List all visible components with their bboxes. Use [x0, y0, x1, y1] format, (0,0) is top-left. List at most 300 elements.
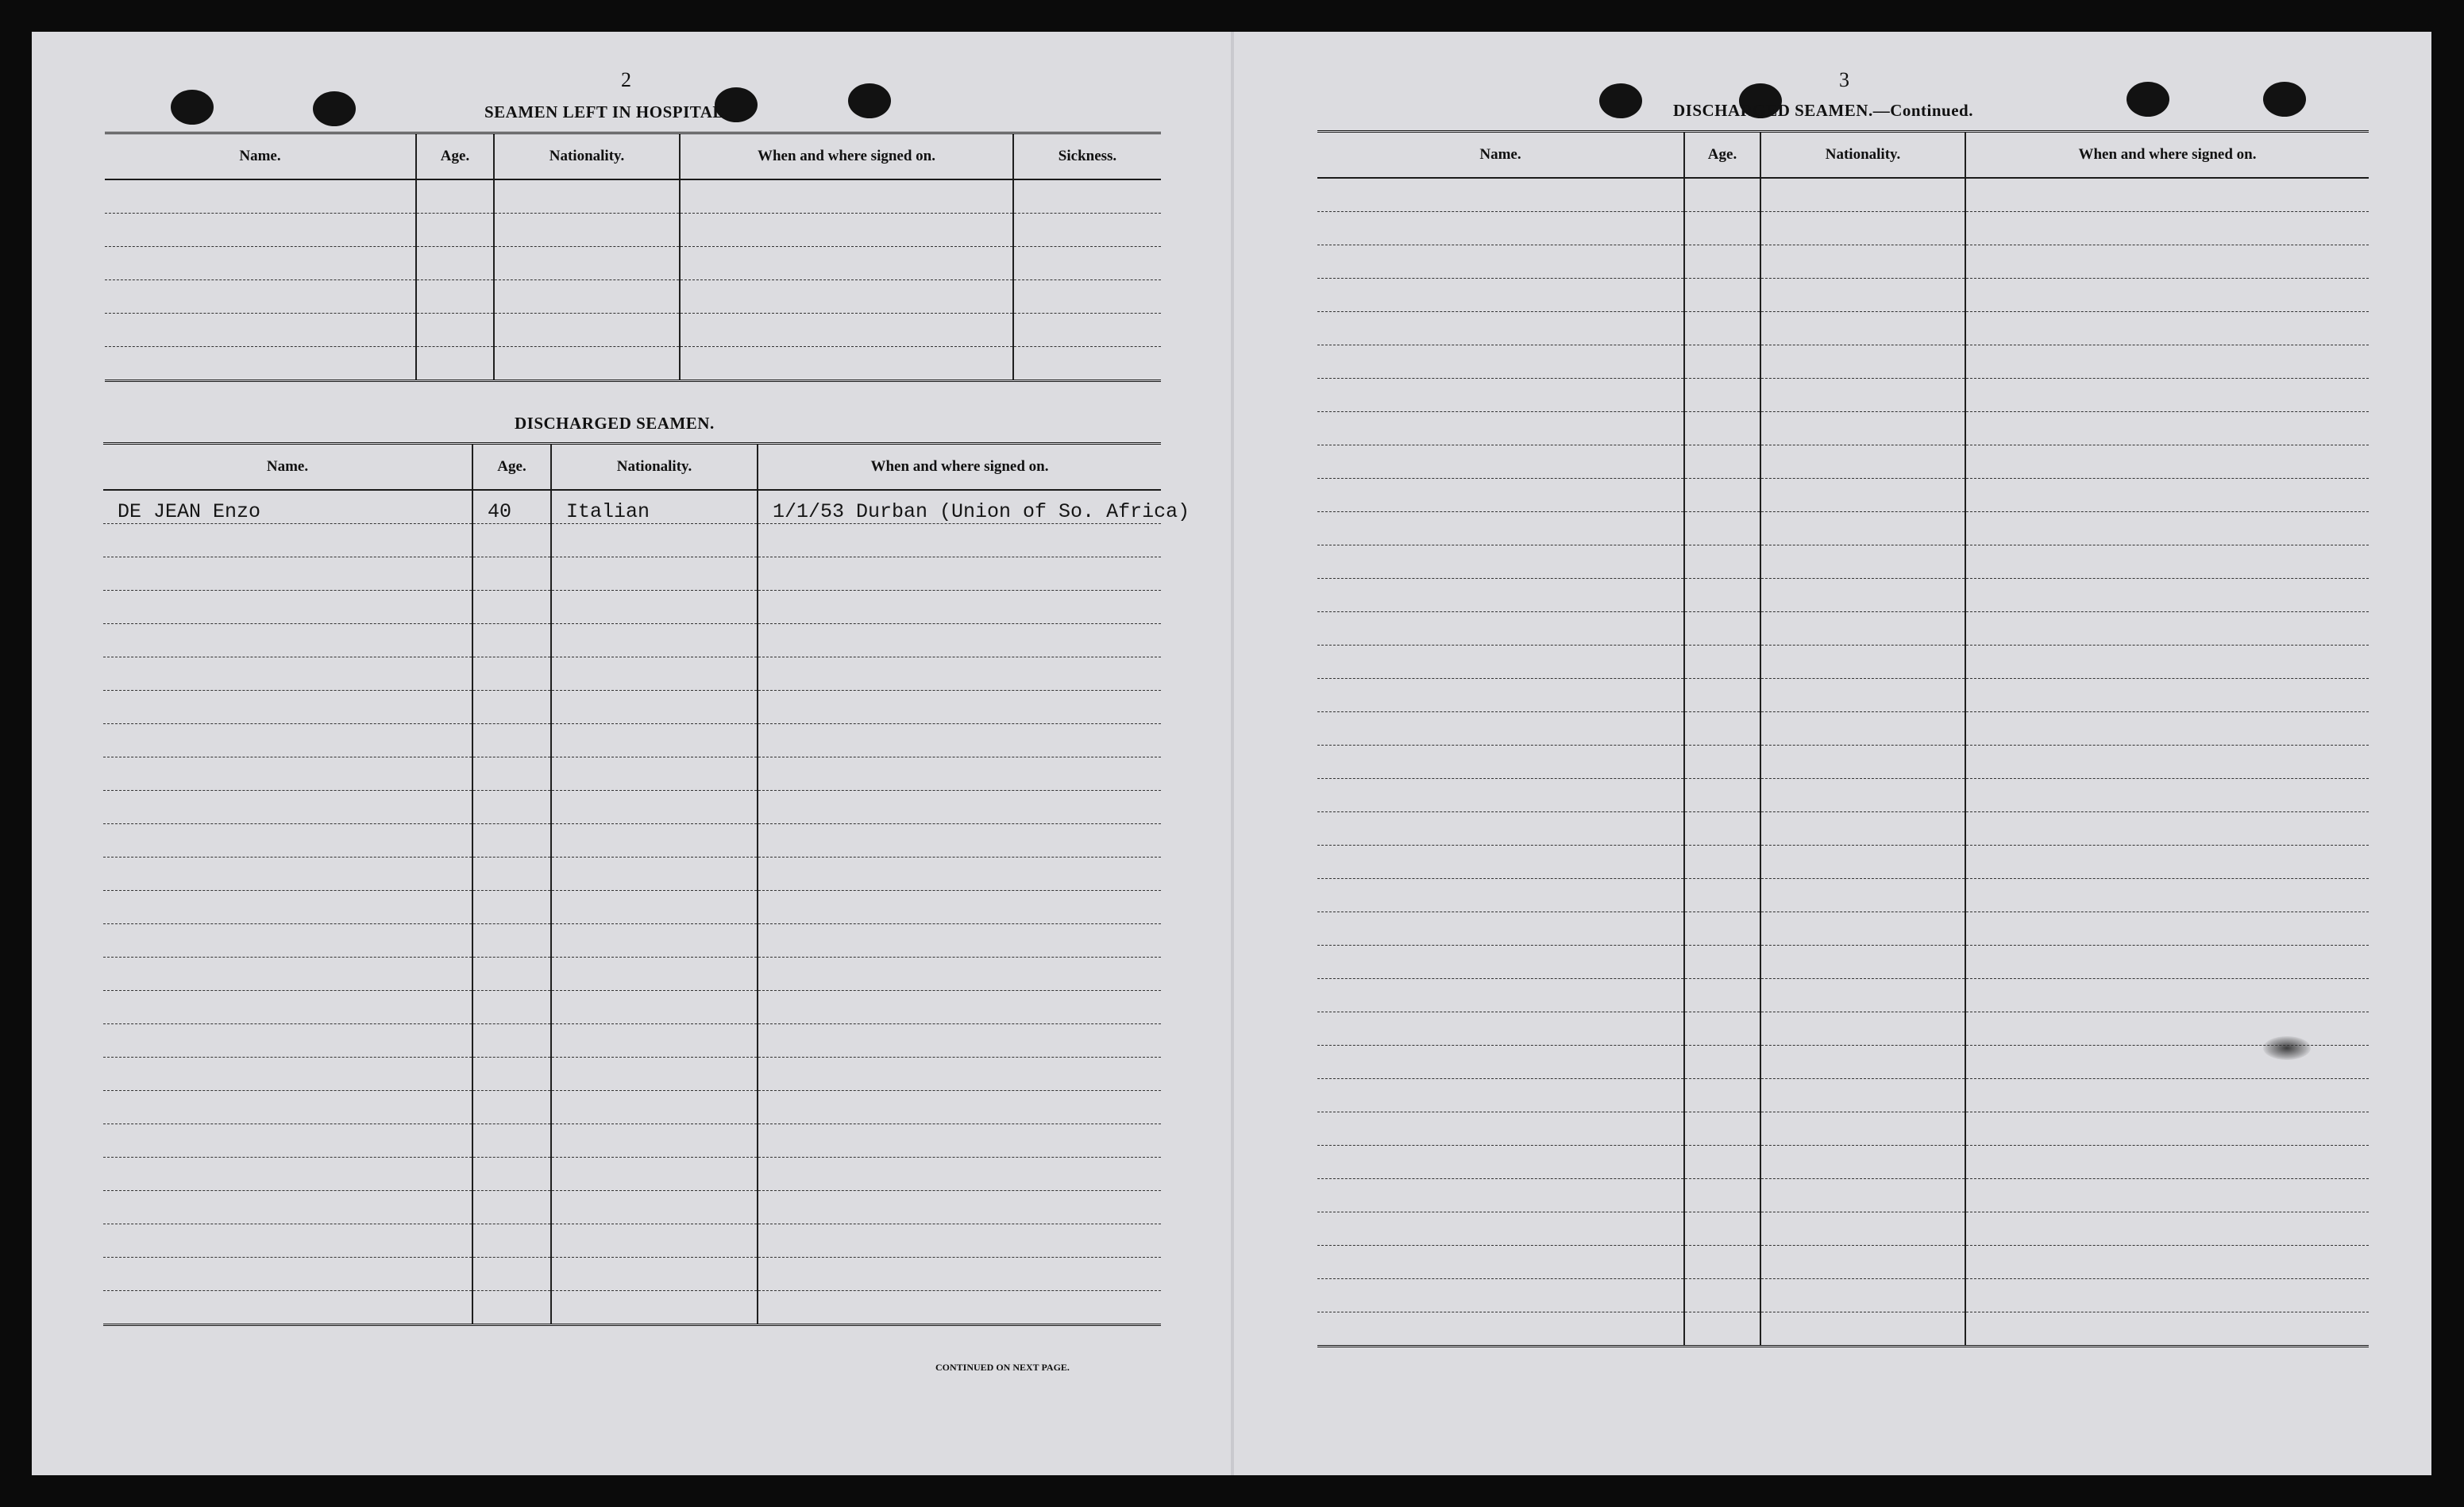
table-cell [1760, 1046, 1965, 1079]
table-cell [680, 179, 1013, 214]
table-cell [1965, 679, 2369, 712]
table-cell [472, 891, 551, 924]
table-cell: 40 [472, 490, 551, 524]
table-cell [551, 1158, 758, 1191]
table-row [1317, 412, 2369, 445]
table-row [1317, 812, 2369, 846]
table-cell: Italian [551, 490, 758, 524]
table-cell [103, 557, 472, 591]
table-row [1317, 512, 2369, 545]
table-cell [1317, 1246, 1684, 1279]
table-cell [1684, 1246, 1760, 1279]
table-cell [551, 524, 758, 557]
column-header: Age. [416, 133, 494, 180]
table-cell [103, 524, 472, 557]
table-cell [472, 1158, 551, 1191]
table-cell [1965, 245, 2369, 279]
table-cell [494, 179, 680, 214]
table-cell [1317, 245, 1684, 279]
hospital-table [105, 132, 1161, 382]
table-cell [1684, 545, 1760, 579]
table-cell [1760, 846, 1965, 879]
table-cell [1760, 779, 1965, 812]
table-cell [1317, 812, 1684, 846]
table-cell [1317, 846, 1684, 879]
table-cell [551, 691, 758, 724]
table-row [105, 214, 1161, 247]
table-cell [551, 1058, 758, 1091]
table-cell [1317, 1312, 1684, 1347]
table-row [1317, 212, 2369, 245]
column-header: Name. [105, 133, 416, 180]
table-cell [416, 314, 494, 347]
table-row [103, 657, 1161, 691]
table-row [105, 347, 1161, 381]
table-cell [1684, 279, 1760, 312]
table-cell [1965, 412, 2369, 445]
table-cell [1684, 1179, 1760, 1212]
column-header: When and where signed on. [1965, 132, 2369, 179]
table-cell [551, 724, 758, 757]
table-cell [551, 791, 758, 824]
table-row [1317, 479, 2369, 512]
table-row [1317, 1212, 2369, 1246]
table-cell [1013, 314, 1161, 347]
table-cell [1760, 512, 1965, 545]
table-cell [1965, 1179, 2369, 1212]
table-cell [103, 757, 472, 791]
table-cell [1760, 279, 1965, 312]
table-cell [472, 991, 551, 1024]
table-cell [551, 591, 758, 624]
table-cell [105, 179, 416, 214]
table-cell [1965, 979, 2369, 1012]
table-row [1317, 712, 2369, 746]
table-cell [758, 591, 1161, 624]
table-cell [1317, 779, 1684, 812]
table-row [1317, 1312, 2369, 1347]
table-cell [1760, 412, 1965, 445]
table-cell [1760, 1012, 1965, 1046]
table-cell [472, 691, 551, 724]
table-cell [551, 624, 758, 657]
table-cell [551, 958, 758, 991]
table-cell [1760, 812, 1965, 846]
table-cell [1760, 1246, 1965, 1279]
table-cell [103, 1091, 472, 1124]
table-cell [103, 591, 472, 624]
column-header: Name. [1317, 132, 1684, 179]
table-cell [494, 247, 680, 280]
table-cell [1760, 379, 1965, 412]
table-cell [1317, 412, 1684, 445]
table-row [103, 591, 1161, 624]
table-cell [494, 214, 680, 247]
discharged-section-title: DISCHARGED SEAMEN. [515, 414, 715, 433]
table-cell: 1/1/53 Durban (Union of So. Africa) [758, 490, 1161, 524]
table-cell [1317, 646, 1684, 679]
table-cell [1965, 712, 2369, 746]
table-cell [472, 1258, 551, 1291]
table-cell [680, 347, 1013, 381]
table-cell [1965, 178, 2369, 212]
table-cell [1760, 1279, 1965, 1312]
table-cell [472, 1091, 551, 1124]
table-cell [758, 657, 1161, 691]
table-cell [680, 280, 1013, 314]
table-cell [416, 247, 494, 280]
column-header: When and where signed on. [758, 444, 1161, 491]
table-cell [1760, 1079, 1965, 1112]
table-cell [1965, 612, 2369, 646]
table-cell [1760, 612, 1965, 646]
table-cell [551, 757, 758, 791]
table-cell [1760, 579, 1965, 612]
column-header: Nationality. [1760, 132, 1965, 179]
table-cell [1965, 1046, 2369, 1079]
table-cell [472, 924, 551, 958]
table-cell [1684, 679, 1760, 712]
table-cell [1317, 545, 1684, 579]
table-row [103, 724, 1161, 757]
table-cell [758, 824, 1161, 858]
table-cell [103, 624, 472, 657]
column-header: Sickness. [1013, 133, 1161, 180]
table-cell [1684, 779, 1760, 812]
table-cell [105, 214, 416, 247]
table-cell [103, 1058, 472, 1091]
column-header: Age. [472, 444, 551, 491]
table-cell [472, 1291, 551, 1325]
table-row [1317, 1046, 2369, 1079]
table-cell [758, 1258, 1161, 1291]
table-cell [494, 314, 680, 347]
table-cell [1684, 345, 1760, 379]
table-cell [105, 247, 416, 280]
table-cell [680, 214, 1013, 247]
table-cell [1317, 946, 1684, 979]
table-cell [551, 1258, 758, 1291]
table-cell [1760, 979, 1965, 1012]
table-row [1317, 312, 2369, 345]
table-row [1317, 979, 2369, 1012]
table-cell [758, 624, 1161, 657]
table-cell [1965, 1279, 2369, 1312]
table-cell [1013, 347, 1161, 381]
table-cell [105, 314, 416, 347]
table-cell [1317, 312, 1684, 345]
table-cell [103, 958, 472, 991]
table-cell [551, 891, 758, 924]
table-cell [1684, 212, 1760, 245]
table-cell [1760, 1112, 1965, 1146]
table-cell [1317, 679, 1684, 712]
table-cell [1317, 1046, 1684, 1079]
right-page [1234, 32, 2431, 1475]
table-cell [758, 858, 1161, 891]
table-cell [472, 1058, 551, 1091]
table-cell [472, 757, 551, 791]
table-cell [103, 1158, 472, 1191]
table-cell [1760, 946, 1965, 979]
table-cell [472, 1024, 551, 1058]
table-row [103, 1124, 1161, 1158]
table-cell [1965, 1312, 2369, 1347]
table-row [1317, 946, 2369, 979]
table-row [103, 1258, 1161, 1291]
table-cell [758, 1124, 1161, 1158]
table-cell [472, 1191, 551, 1224]
table-cell [551, 924, 758, 958]
table-row [1317, 178, 2369, 212]
table-cell [103, 691, 472, 724]
table-cell [1965, 646, 2369, 679]
table-row [103, 1024, 1161, 1058]
table-cell [1317, 178, 1684, 212]
table-cell [103, 1224, 472, 1258]
table-cell [103, 657, 472, 691]
table-row [1317, 279, 2369, 312]
table-row [105, 314, 1161, 347]
table-cell [1684, 445, 1760, 479]
left-page [32, 32, 1231, 1475]
table-cell [758, 991, 1161, 1024]
column-header: Nationality. [551, 444, 758, 491]
table-row [103, 991, 1161, 1024]
table-cell [1684, 1279, 1760, 1312]
table-cell [103, 724, 472, 757]
table-cell [1760, 879, 1965, 912]
table-cell [1965, 879, 2369, 912]
table-cell [1317, 612, 1684, 646]
table-cell [472, 858, 551, 891]
table-row [103, 490, 1161, 524]
table-cell [472, 724, 551, 757]
page-number: 2 [621, 68, 631, 91]
table-cell [1684, 746, 1760, 779]
table-cell [1965, 1146, 2369, 1179]
table-row [103, 691, 1161, 724]
table-cell [1965, 812, 2369, 846]
table-cell [1013, 280, 1161, 314]
table-row [103, 958, 1161, 991]
table-cell [1965, 1246, 2369, 1279]
table-cell [472, 791, 551, 824]
table-cell [1684, 1212, 1760, 1246]
table-cell [1317, 1112, 1684, 1146]
discharged-continued-table [1317, 130, 2369, 1347]
table-row [103, 1291, 1161, 1325]
table-cell [1317, 1146, 1684, 1179]
table-cell [1965, 279, 2369, 312]
table-cell [1965, 1112, 2369, 1146]
table-cell [494, 347, 680, 381]
table-row [1317, 1012, 2369, 1046]
document-spread [32, 32, 2431, 1475]
column-header: When and where signed on. [680, 133, 1013, 180]
table-cell [1317, 1012, 1684, 1046]
table-cell [1684, 1146, 1760, 1179]
table-row [103, 1191, 1161, 1224]
table-cell [1965, 1212, 2369, 1246]
table-cell [1965, 545, 2369, 579]
page-number: 3 [1839, 68, 1849, 91]
table-cell [1317, 1279, 1684, 1312]
table-cell [1965, 1079, 2369, 1112]
table-cell [758, 1224, 1161, 1258]
table-cell [1760, 646, 1965, 679]
table-row [1317, 746, 2369, 779]
table-cell [472, 591, 551, 624]
table-cell [1760, 1179, 1965, 1212]
table-cell [1760, 212, 1965, 245]
table-cell [1317, 212, 1684, 245]
column-header: Age. [1684, 132, 1760, 179]
table-row [1317, 679, 2369, 712]
table-row [103, 1224, 1161, 1258]
table-cell [551, 657, 758, 691]
table-row [103, 1158, 1161, 1191]
table-cell [103, 824, 472, 858]
table-cell [758, 1024, 1161, 1058]
table-cell [1965, 379, 2369, 412]
table-cell [1965, 345, 2369, 379]
table-cell [1684, 812, 1760, 846]
table-cell [1760, 912, 1965, 946]
table-cell [1965, 1012, 2369, 1046]
table-cell [758, 724, 1161, 757]
table-cell [1684, 1046, 1760, 1079]
table-cell [1760, 712, 1965, 746]
table-cell [1317, 279, 1684, 312]
table-cell [1013, 179, 1161, 214]
table-cell [1684, 412, 1760, 445]
table-cell [1317, 579, 1684, 612]
table-cell [1684, 612, 1760, 646]
table-cell [1684, 979, 1760, 1012]
table-cell [1317, 379, 1684, 412]
table-row [1317, 445, 2369, 479]
table-cell [103, 1191, 472, 1224]
table-cell [105, 347, 416, 381]
table-cell [1965, 746, 2369, 779]
continued-footnote: CONTINUED ON NEXT PAGE. [935, 1362, 1070, 1373]
table-row [105, 179, 1161, 214]
table-row [1317, 779, 2369, 812]
table-cell [1684, 579, 1760, 612]
table-row [103, 1058, 1161, 1091]
table-row [1317, 579, 2369, 612]
table-cell [1317, 912, 1684, 946]
table-cell [1684, 479, 1760, 512]
table-cell [758, 891, 1161, 924]
table-cell [551, 991, 758, 1024]
table-cell [1684, 379, 1760, 412]
table-row [1317, 1246, 2369, 1279]
table-cell [1965, 445, 2369, 479]
table-cell [472, 557, 551, 591]
table-cell [472, 624, 551, 657]
table-row [1317, 1146, 2369, 1179]
table-row [1317, 612, 2369, 646]
table-cell [472, 958, 551, 991]
table-cell [551, 1024, 758, 1058]
table-cell [1317, 445, 1684, 479]
table-cell [1965, 946, 2369, 979]
table-cell [758, 791, 1161, 824]
table-cell [1965, 512, 2369, 545]
table-cell [103, 924, 472, 958]
table-cell [1965, 579, 2369, 612]
table-cell [758, 757, 1161, 791]
table-row [1317, 1112, 2369, 1146]
discharged-table [103, 442, 1190, 1326]
table-cell [103, 858, 472, 891]
table-cell [1317, 345, 1684, 379]
table-cell [680, 247, 1013, 280]
table-cell [103, 791, 472, 824]
table-cell [472, 824, 551, 858]
table-cell [551, 1224, 758, 1258]
column-header: Nationality. [494, 133, 680, 180]
table-row [103, 824, 1161, 858]
table-cell [1317, 712, 1684, 746]
table-cell [1684, 712, 1760, 746]
table-cell [472, 657, 551, 691]
table-cell [1684, 312, 1760, 345]
table-cell [1684, 1312, 1760, 1347]
table-row [1317, 245, 2369, 279]
table-cell [551, 858, 758, 891]
table-cell [416, 347, 494, 381]
table-cell [1317, 1079, 1684, 1112]
table-cell [551, 1091, 758, 1124]
table-cell [758, 1158, 1161, 1191]
table-row [1317, 1279, 2369, 1312]
table-cell [1684, 912, 1760, 946]
table-cell [1013, 214, 1161, 247]
table-cell [1760, 479, 1965, 512]
table-cell [472, 524, 551, 557]
table-cell [103, 1258, 472, 1291]
table-row [1317, 379, 2369, 412]
table-row [103, 858, 1161, 891]
table-cell [758, 924, 1161, 958]
table-cell [103, 891, 472, 924]
table-cell [1684, 178, 1760, 212]
table-cell [551, 1191, 758, 1224]
discharged-continued-title: DISCHARGED SEAMEN.—Continued. [1673, 101, 1973, 120]
table-cell [1684, 946, 1760, 979]
table-cell [472, 1224, 551, 1258]
table-cell [758, 1191, 1161, 1224]
table-cell [1684, 846, 1760, 879]
table-cell [1760, 679, 1965, 712]
table-cell [1317, 1212, 1684, 1246]
table-cell [758, 1291, 1161, 1325]
table-cell [1684, 245, 1760, 279]
table-cell [103, 1291, 472, 1325]
table-cell [758, 1058, 1161, 1091]
table-cell [1684, 512, 1760, 545]
table-row [103, 557, 1161, 591]
table-cell [1760, 1146, 1965, 1179]
table-cell [1965, 212, 2369, 245]
table-cell [758, 557, 1161, 591]
table-cell [1684, 879, 1760, 912]
table-cell [1760, 1212, 1965, 1246]
table-row [103, 757, 1161, 791]
